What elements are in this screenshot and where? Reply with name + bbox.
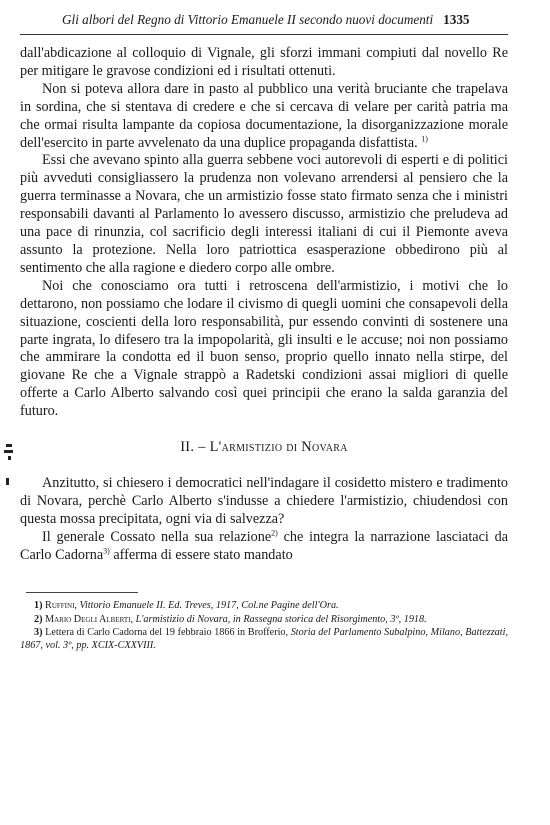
running-head (20, 12, 508, 32)
section-title: II. – L'armistizio di Novara (180, 439, 348, 456)
footnote-author: Lettera di Carlo Cadorna del 19 febbraio 1866 in Brofferio, (45, 627, 289, 639)
margin-mark (6, 444, 12, 447)
footnote-number: 2) (34, 613, 43, 625)
footnote-ref-1[interactable]: 1) (421, 133, 428, 143)
paragraph-5: Anzitutto, si chiesero i democratici nell'indagare il cosidetto mistero e tradimento di Novara, perchè Carlo Alberto s'indusse a chiedere l'armistizio, chiudendosi con questa mossa precipitata, ogni via di salvezza? (20, 474, 508, 527)
footnote-text: L'armistizio di Novara, in Rassegna storica del Risorgimento, 3º, 1918. (133, 613, 427, 625)
margin-mark (4, 450, 13, 453)
footnotes (20, 599, 508, 652)
page-number: 1335 (443, 12, 470, 27)
margin-mark (6, 478, 9, 485)
header-rule (20, 34, 508, 35)
footnote-ref-3[interactable]: 3) (103, 545, 110, 555)
footnote-2 (20, 613, 508, 626)
footnote-text: Storia del Parlamento Subalpino, Milano, Battezzati, 1867, vol. 3º, pp. XCIX-CXXVIII. (20, 627, 508, 652)
footnote-ref-2[interactable]: 2) (271, 527, 278, 537)
footnote-text: Vittorio Emanuele II. Ed. Treves, 1917, Col.ne Pagine dell'Ora. (76, 600, 339, 612)
paragraph-2 (20, 81, 508, 153)
body-text (20, 45, 508, 564)
paragraph-6-text-c: afferma di essere stato mandato (109, 546, 293, 563)
footnote-3 (20, 626, 508, 653)
paragraph-6-text-a: Il generale Cossato nella sua relazione (42, 528, 272, 545)
paragraph-1: dall'abdicazione al colloquio di Vignale, gli sforzi immani compiuti dal novello Re per mitigare le gravose condizioni ed i risultati ottenuti. (20, 45, 508, 79)
paragraph-4: Noi che conosciamo ora tutti i retroscena dell'armistizio, i motivi che lo dettarono, non possiamo che lodare il civismo di quegli uomini che consapevoli della situazione, coscienti della loro responsabilità, pur essendo convinti di sostenere una parte ingrata, lo difesero tra la impopolarità, gli insulti e le accuse; noi non possiamo che ammirare la condotta ed il buon senso, proprio quello innato nella stirpe, del giovane Re che a Vignale strappò a Radetski condizioni assai migliori di quelle offerte a Carlo Alberto salvando così quei principii che erano la salda garanzia del futuro. (20, 277, 508, 420)
footnote-author: Mario Degli Alberti, (45, 613, 134, 625)
footnote-number: 3) (34, 627, 43, 639)
footnote-rule (26, 592, 138, 593)
paragraph-2-text: Non si poteva allora dare in pasto al pubblico una verità bruciante che trapelava in sordina, che si stentava di credere e che si cercava di velare per carità patria ma che ormai risulta lampante da copiosa documentazione, la disorganizzazione morale dell'esercito in parte avvelenato da una duplice propaganda disfattista. (20, 80, 508, 151)
page (20, 12, 508, 653)
running-title: Gli albori del Regno di Vittorio Emanuele II secondo nuovi documenti (62, 12, 434, 27)
margin-mark (8, 456, 11, 460)
footnote-number: 1) (34, 600, 43, 612)
footnote-author: Ruffini, (45, 600, 77, 612)
paragraph-3: Essi che avevano spinto alla guerra sebbene voci autorevoli di esperti e di politici più avveduti consigliassero la prudenza non volevano arrendersi al pensiero che la guerra terminasse a Novara, che un armistizio fosse stato firmato senza che i ministri responsabili davanti al Parlamento lo avessero discusso, armistizio che preludeva ad una pace di rinunzia, col sacrificio degli interessi italiani di cui il Piemonte aveva assunto la protezione. Nella loro patriottica esasperazione obbedirono più al sentimento che alla ragione e diedero corpo alle ombre. (20, 152, 508, 276)
footnote-1 (20, 599, 508, 612)
paragraph-6 (20, 529, 508, 565)
paragraph-6-text-b: che integra la narrazione lasciataci da Carlo Cadorna (20, 528, 509, 563)
